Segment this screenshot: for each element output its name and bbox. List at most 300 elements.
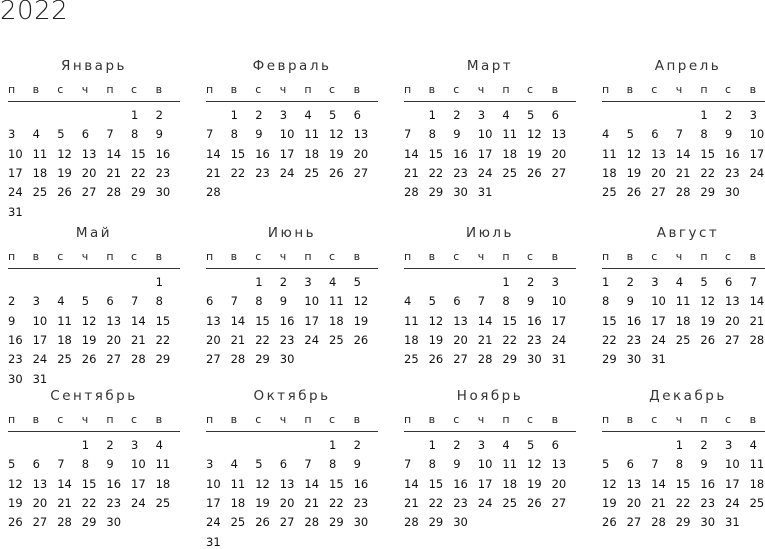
weekday-label: в <box>353 83 361 96</box>
day-cell: 22 <box>428 165 444 180</box>
day-cell: 12 <box>602 476 617 491</box>
day-cell: 23 <box>453 165 468 180</box>
day-cell: 24 <box>651 332 666 347</box>
day-cell: 4 <box>155 438 163 452</box>
day-cell: 20 <box>206 332 221 347</box>
day-cell: 10 <box>206 476 221 491</box>
day-cell: 25 <box>749 495 765 510</box>
day-cell: 10 <box>551 294 567 309</box>
day-cell: 4 <box>230 457 238 472</box>
weekday-label: с <box>255 413 262 426</box>
day-cell: 28 <box>749 332 765 347</box>
day-cell: 23 <box>353 495 369 510</box>
day-cell: 13 <box>206 313 221 328</box>
day-cell: 9 <box>527 294 535 309</box>
day-cell: 25 <box>57 352 72 367</box>
weekday-label: в <box>155 83 163 96</box>
day-cell: 22 <box>230 165 246 180</box>
day-cell: 18 <box>57 332 72 347</box>
day-cell: 11 <box>404 313 419 328</box>
day-cell: 7 <box>404 457 412 472</box>
day-cell: 20 <box>551 146 567 161</box>
day-cell: 8 <box>131 127 139 142</box>
day-cell: 13 <box>353 127 369 142</box>
weekday-label: с <box>725 83 732 96</box>
day-cell: 4 <box>502 438 510 452</box>
day-cell: 6 <box>106 294 114 309</box>
day-cell: 3 <box>477 108 486 122</box>
day-cell: 26 <box>428 352 444 367</box>
weekday-label: п <box>602 250 610 263</box>
day-cell: 17 <box>725 476 740 491</box>
month-name: Сентябрь <box>50 388 138 404</box>
day-cell: 22 <box>675 495 691 510</box>
weekday-label: с <box>651 413 658 426</box>
day-cell: 3 <box>725 438 733 452</box>
month-name: Февраль <box>252 58 332 74</box>
day-cell: 22 <box>81 495 97 510</box>
day-cell: 3 <box>131 438 139 452</box>
day-cell: 25 <box>404 352 419 367</box>
weekday-label: ч <box>279 413 287 426</box>
day-cell: 1 <box>155 275 163 289</box>
day-cell: 30 <box>353 515 369 530</box>
weekday-label: с <box>255 250 262 263</box>
weekday-label: в <box>155 250 163 263</box>
day-cell: 5 <box>57 127 65 142</box>
day-cell: 30 <box>626 352 642 367</box>
day-cell: 2 <box>353 438 361 452</box>
weekday-label: ч <box>81 83 89 96</box>
day-cell: 27 <box>651 185 666 200</box>
day-cell: 17 <box>551 313 567 328</box>
day-cell: 11 <box>502 457 518 472</box>
weekday-label: ч <box>675 83 683 96</box>
day-cell: 26 <box>602 515 617 530</box>
weekday-label: с <box>725 413 732 426</box>
day-cell: 24 <box>32 352 48 367</box>
weekday-label: п <box>206 250 214 263</box>
weekday-label: ч <box>675 250 683 263</box>
day-cell: 4 <box>749 438 757 452</box>
day-cell: 14 <box>404 476 419 491</box>
weekday-label: п <box>206 83 214 96</box>
weekday-label: в <box>626 83 634 96</box>
weekday-label: с <box>131 413 138 426</box>
day-cell: 26 <box>255 515 270 530</box>
day-cell: 22 <box>700 165 716 180</box>
day-cell: 26 <box>329 165 344 180</box>
day-cell: 2 <box>8 294 16 309</box>
day-cell: 29 <box>428 185 444 200</box>
day-cell: 26 <box>57 185 72 200</box>
day-cell: 13 <box>453 313 468 328</box>
day-cell: 31 <box>32 371 48 386</box>
day-cell: 23 <box>255 165 270 180</box>
day-cell: 16 <box>453 476 468 491</box>
month-name: Декабрь <box>649 388 727 404</box>
day-cell: 14 <box>749 294 765 309</box>
day-cell: 27 <box>32 515 48 530</box>
day-cell: 10 <box>477 457 493 472</box>
day-cell: 16 <box>626 313 642 328</box>
day-cell: 4 <box>304 108 312 122</box>
day-cell: 5 <box>428 294 436 309</box>
day-cell: 7 <box>230 294 238 309</box>
day-cell: 8 <box>428 127 436 142</box>
day-cell: 20 <box>551 476 567 491</box>
weekday-label: ч <box>81 413 89 426</box>
day-cell: 19 <box>527 476 542 491</box>
day-cell: 1 <box>428 108 436 122</box>
weekday-label: в <box>749 250 757 263</box>
day-cell: 11 <box>749 457 765 472</box>
day-cell: 3 <box>32 294 40 309</box>
day-cell: 5 <box>353 275 361 289</box>
day-cell: 8 <box>428 457 436 472</box>
day-cell: 3 <box>206 457 214 472</box>
weekday-label: в <box>353 250 361 263</box>
day-cell: 19 <box>329 146 344 161</box>
weekday-label: в <box>353 413 361 426</box>
day-cell: 16 <box>279 313 295 328</box>
weekday-label: в <box>32 250 40 263</box>
day-cell: 30 <box>155 185 171 200</box>
weekday-label: ч <box>477 250 485 263</box>
weekday-label: в <box>428 413 436 426</box>
weekday-label: в <box>551 83 559 96</box>
day-cell: 9 <box>700 457 708 472</box>
day-cell: 18 <box>749 476 765 491</box>
day-cell: 17 <box>651 313 666 328</box>
day-cell: 15 <box>675 476 691 491</box>
weekday-label: в <box>428 250 436 263</box>
header-rule <box>206 268 378 269</box>
day-cell: 16 <box>255 146 270 161</box>
day-cell: 11 <box>502 127 518 142</box>
day-cell: 27 <box>551 495 567 510</box>
day-cell: 6 <box>651 127 659 142</box>
day-cell: 21 <box>651 495 666 510</box>
day-cell: 19 <box>353 313 369 328</box>
weekday-label: в <box>428 83 436 96</box>
weekday-label: с <box>453 83 460 96</box>
day-cell: 12 <box>626 146 642 161</box>
day-cell: 27 <box>551 165 567 180</box>
month-name: Апрель <box>654 58 722 74</box>
weekday-label: в <box>626 250 634 263</box>
day-cell: 1 <box>675 438 684 452</box>
day-cell: 12 <box>700 294 716 309</box>
day-cell: 28 <box>404 185 419 200</box>
header-rule <box>206 431 378 432</box>
day-cell: 22 <box>329 495 344 510</box>
day-cell: 24 <box>749 165 765 180</box>
day-cell: 24 <box>279 165 295 180</box>
day-cell: 30 <box>527 352 542 367</box>
day-cell: 30 <box>453 515 468 530</box>
day-cell: 30 <box>725 185 740 200</box>
day-cell: 10 <box>279 127 295 142</box>
day-cell: 4 <box>32 127 40 142</box>
day-cell: 18 <box>230 495 246 510</box>
day-cell: 11 <box>155 457 171 472</box>
day-cell: 22 <box>255 332 270 347</box>
weekday-label: п <box>700 83 708 96</box>
day-cell: 26 <box>527 165 542 180</box>
day-cell: 8 <box>155 294 163 309</box>
day-cell: 14 <box>230 313 246 328</box>
day-cell: 31 <box>206 534 221 549</box>
day-cell: 23 <box>700 495 716 510</box>
day-cell: 25 <box>155 495 171 510</box>
day-cell: 1 <box>329 438 337 452</box>
day-cell: 11 <box>57 313 72 328</box>
day-cell: 6 <box>626 457 634 472</box>
day-cell: 14 <box>57 476 72 491</box>
day-cell: 23 <box>626 332 642 347</box>
day-cell: 28 <box>106 185 122 200</box>
day-cell: 24 <box>206 515 221 530</box>
day-cell: 4 <box>502 108 510 122</box>
day-cell: 27 <box>453 352 468 367</box>
day-cell: 3 <box>8 127 16 142</box>
day-cell: 1 <box>131 108 139 122</box>
day-cell: 6 <box>353 108 361 122</box>
header-rule <box>602 268 765 269</box>
day-cell: 26 <box>81 352 97 367</box>
day-cell: 6 <box>81 127 90 142</box>
day-cell: 15 <box>428 476 444 491</box>
day-cell: 7 <box>57 457 65 472</box>
day-cell: 1 <box>502 275 510 289</box>
day-cell: 17 <box>131 476 146 491</box>
day-cell: 5 <box>255 457 263 472</box>
day-cell: 13 <box>725 294 740 309</box>
day-cell: 28 <box>404 515 419 530</box>
day-cell: 8 <box>675 457 684 472</box>
day-cell: 15 <box>602 313 617 328</box>
day-cell: 30 <box>279 352 295 367</box>
day-cell: 3 <box>749 108 757 122</box>
day-cell: 3 <box>477 438 486 452</box>
day-cell: 26 <box>700 332 716 347</box>
day-cell: 18 <box>329 313 344 328</box>
day-cell: 5 <box>81 294 90 309</box>
day-cell: 22 <box>428 495 444 510</box>
weekday-label: с <box>57 83 64 96</box>
month-name: Июнь <box>267 225 317 241</box>
day-cell: 28 <box>230 352 246 367</box>
day-cell: 14 <box>131 313 146 328</box>
day-cell: 19 <box>700 313 716 328</box>
day-cell: 17 <box>8 165 23 180</box>
year-title: 2022 <box>0 0 69 26</box>
day-cell: 9 <box>453 127 461 142</box>
day-cell: 6 <box>453 294 461 309</box>
weekday-label: в <box>230 250 238 263</box>
day-cell: 16 <box>700 476 716 491</box>
day-cell: 6 <box>279 457 288 472</box>
day-cell: 10 <box>651 294 666 309</box>
day-cell: 20 <box>279 495 295 510</box>
day-cell: 14 <box>304 476 320 491</box>
day-cell: 9 <box>626 294 634 309</box>
weekday-label: п <box>700 413 708 426</box>
day-cell: 13 <box>626 476 642 491</box>
day-cell: 19 <box>527 146 542 161</box>
month-name: Июль <box>465 225 515 241</box>
weekday-label: в <box>749 413 757 426</box>
day-cell: 29 <box>700 185 716 200</box>
weekday-label: п <box>304 250 312 263</box>
header-rule <box>404 268 576 269</box>
day-cell: 25 <box>502 165 518 180</box>
weekday-label: с <box>57 250 64 263</box>
day-cell: 18 <box>404 332 419 347</box>
day-cell: 21 <box>404 495 419 510</box>
day-cell: 11 <box>32 146 48 161</box>
month-name: Январь <box>61 58 127 74</box>
day-cell: 21 <box>106 165 122 180</box>
weekday-label: ч <box>477 413 485 426</box>
day-cell: 24 <box>477 495 493 510</box>
day-cell: 14 <box>477 313 493 328</box>
weekday-label: ч <box>279 83 287 96</box>
day-cell: 24 <box>131 495 146 510</box>
day-cell: 20 <box>353 146 369 161</box>
day-cell: 2 <box>453 108 461 122</box>
day-cell: 21 <box>304 495 320 510</box>
day-cell: 21 <box>230 332 246 347</box>
header-rule <box>404 101 576 102</box>
day-cell: 2 <box>700 438 708 452</box>
day-cell: 27 <box>81 185 97 200</box>
day-cell: 9 <box>353 457 361 472</box>
weekday-label: п <box>404 83 412 96</box>
day-cell: 21 <box>131 332 146 347</box>
day-cell: 23 <box>8 352 23 367</box>
day-cell: 3 <box>651 275 659 289</box>
weekday-label: в <box>32 413 40 426</box>
day-cell: 21 <box>675 165 691 180</box>
day-cell: 6 <box>551 108 559 122</box>
day-cell: 14 <box>675 146 691 161</box>
day-cell: 11 <box>304 127 320 142</box>
day-cell: 12 <box>81 313 97 328</box>
header-rule <box>8 431 180 432</box>
day-cell: 18 <box>155 476 171 491</box>
day-cell: 26 <box>527 495 542 510</box>
day-cell: 28 <box>304 515 320 530</box>
day-cell: 2 <box>626 275 634 289</box>
day-cell: 27 <box>725 332 740 347</box>
weekday-label: п <box>8 250 16 263</box>
day-cell: 20 <box>626 495 642 510</box>
weekday-label: с <box>131 83 138 96</box>
month-name: Ноябрь <box>456 388 524 404</box>
weekday-label: п <box>502 250 510 263</box>
day-cell: 12 <box>428 313 444 328</box>
month-name: Октябрь <box>253 388 331 404</box>
month-name: Май <box>75 225 113 241</box>
day-cell: 20 <box>651 165 666 180</box>
day-cell: 21 <box>477 332 493 347</box>
month-name: Март <box>466 58 514 74</box>
day-cell: 7 <box>304 457 312 472</box>
day-cell: 13 <box>81 146 97 161</box>
day-cell: 11 <box>329 294 344 309</box>
day-cell: 16 <box>353 476 369 491</box>
weekday-label: п <box>404 250 412 263</box>
day-cell: 19 <box>626 165 642 180</box>
day-cell: 5 <box>329 108 337 122</box>
day-cell: 7 <box>404 127 412 142</box>
day-cell: 4 <box>57 294 65 309</box>
day-cell: 2 <box>725 108 733 122</box>
weekday-label: п <box>206 413 214 426</box>
day-cell: 29 <box>155 352 171 367</box>
day-cell: 30 <box>453 185 468 200</box>
day-cell: 19 <box>602 495 617 510</box>
day-cell: 16 <box>725 146 740 161</box>
day-cell: 28 <box>57 515 72 530</box>
day-cell: 16 <box>106 476 122 491</box>
day-cell: 10 <box>32 313 48 328</box>
day-cell: 15 <box>329 476 344 491</box>
weekday-label: п <box>106 83 114 96</box>
weekday-label: в <box>749 83 757 96</box>
header-rule <box>602 431 765 432</box>
day-cell: 29 <box>502 352 518 367</box>
day-cell: 6 <box>725 275 733 289</box>
day-cell: 2 <box>106 438 114 452</box>
weekday-label: в <box>626 413 634 426</box>
weekday-label: ч <box>675 413 683 426</box>
day-cell: 22 <box>131 165 146 180</box>
day-cell: 17 <box>477 146 493 161</box>
weekday-label: п <box>602 413 610 426</box>
day-cell: 23 <box>725 165 740 180</box>
day-cell: 9 <box>279 294 288 309</box>
day-cell: 1 <box>700 108 708 122</box>
weekday-label: в <box>551 413 559 426</box>
day-cell: 17 <box>749 146 765 161</box>
day-cell: 11 <box>230 476 246 491</box>
day-cell: 10 <box>725 457 740 472</box>
weekday-label: с <box>527 83 534 96</box>
weekday-label: с <box>57 413 64 426</box>
day-cell: 28 <box>131 352 146 367</box>
day-cell: 19 <box>428 332 444 347</box>
day-cell: 4 <box>602 127 610 142</box>
day-cell: 5 <box>527 108 535 122</box>
day-cell: 11 <box>602 146 617 161</box>
day-cell: 18 <box>32 165 48 180</box>
day-cell: 23 <box>106 495 122 510</box>
day-cell: 24 <box>8 185 23 200</box>
weekday-label: ч <box>279 250 287 263</box>
weekday-label: с <box>651 83 658 96</box>
day-cell: 12 <box>527 127 542 142</box>
weekday-label: с <box>527 250 534 263</box>
day-cell: 15 <box>230 146 246 161</box>
day-cell: 1 <box>230 108 238 122</box>
day-cell: 31 <box>8 204 23 219</box>
day-cell: 20 <box>725 313 740 328</box>
day-cell: 27 <box>353 165 369 180</box>
day-cell: 7 <box>675 127 684 142</box>
